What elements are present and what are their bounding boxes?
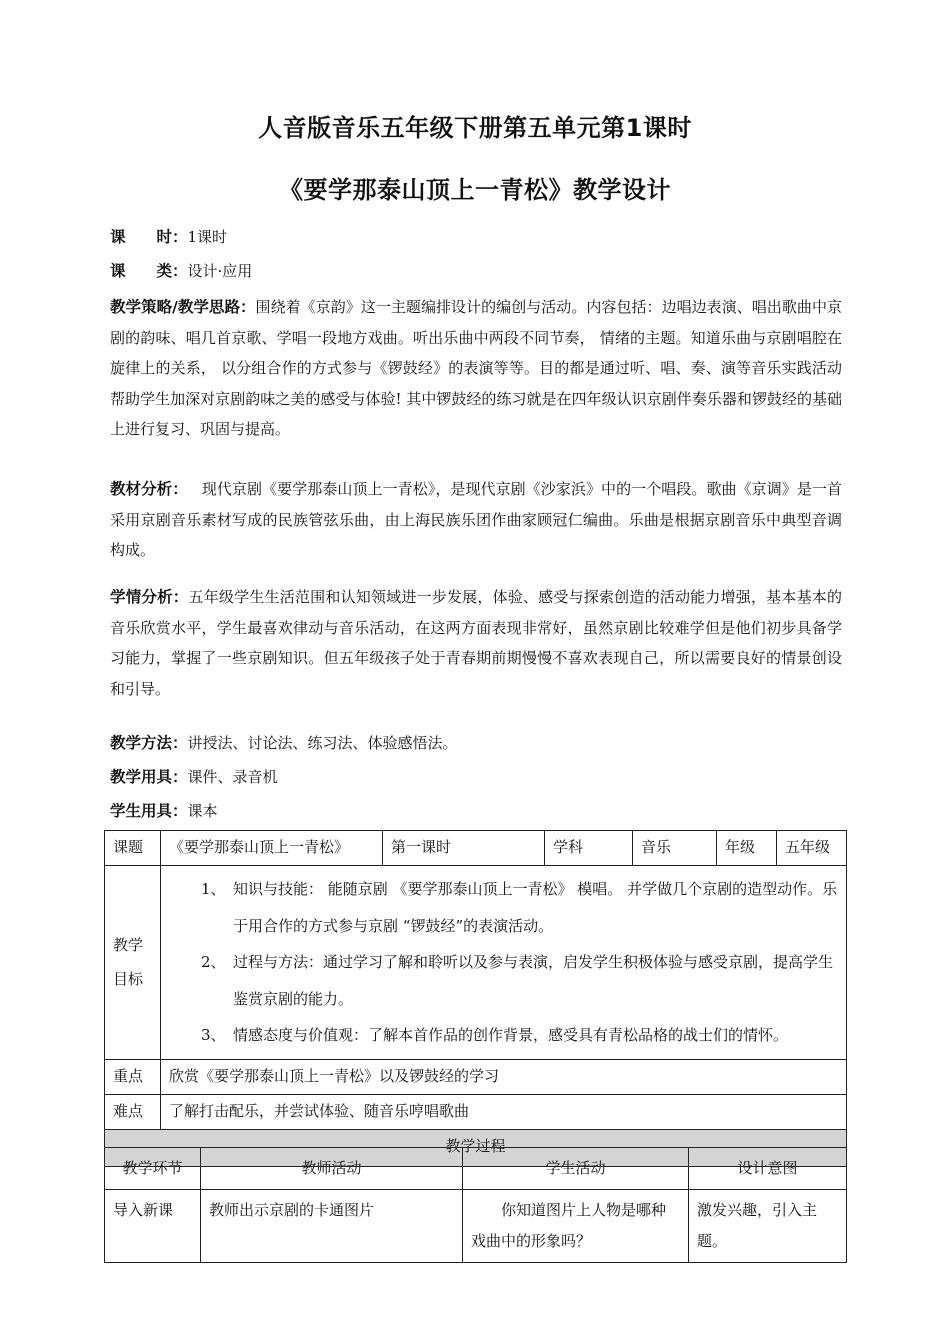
strategy-section bbox=[110, 292, 842, 445]
subject-label: 学科 bbox=[545, 831, 633, 866]
process-header-teacher: 教师活动 bbox=[201, 1148, 463, 1190]
key-value: 欣赏《要学那泰山顶上一青松》以及锣鼓经的学习 bbox=[161, 1059, 847, 1094]
student-tools-section bbox=[110, 796, 842, 827]
student-tools-text: 课本 bbox=[187, 802, 218, 820]
goals-label-text: 教学目标 bbox=[113, 936, 144, 989]
goals-cell bbox=[161, 866, 847, 1060]
process-intent: 激发兴趣，引入主题。 bbox=[689, 1190, 847, 1263]
process-title: 教学过程 bbox=[105, 1129, 847, 1166]
goal-text: 知识与技能： 能随京剧 《要学那泰山顶上一青松》 模唱。 并学做几个京剧的造型动作。乐于用合作的方式参与京剧 “锣鼓经”的表演活动。 bbox=[233, 880, 838, 935]
tools-section bbox=[110, 762, 842, 793]
class-type-value: 设计·应用 bbox=[187, 262, 253, 280]
difficult-value: 了解打击配乐，并尝试体验、随音乐哼唱歌曲 bbox=[161, 1094, 847, 1129]
method-section bbox=[110, 728, 842, 759]
process-header-stage: 教学环节 bbox=[105, 1148, 201, 1190]
table-row bbox=[105, 1190, 847, 1263]
document-title: 人音版音乐五年级下册第五单元第1课时 bbox=[258, 114, 692, 142]
lesson-info-table bbox=[104, 830, 847, 1167]
table-row bbox=[105, 866, 847, 1060]
material-label: 教材分析： bbox=[110, 480, 188, 498]
topic-label: 课题 bbox=[105, 831, 161, 866]
method-text: 讲授法、讨论法、练习法、体验感悟法。 bbox=[187, 734, 458, 752]
difficult-label: 难点 bbox=[105, 1094, 161, 1129]
material-text: 现代京剧《要学那泰山顶上一青松》，是现代京剧《沙家浜》中的一个唱段。歌曲《京调》是一首采用京剧音乐素材写成的民族管弦乐曲，由上海民族乐团作曲家顾冠仁编曲。乐曲是根据京剧音乐中典型音调构成。 bbox=[110, 480, 842, 560]
subject-value: 音乐 bbox=[633, 831, 717, 866]
class-hours-value: 1课时 bbox=[187, 228, 228, 246]
document-subtitle: 《要学那泰山顶上一青松》教学设计 bbox=[279, 176, 671, 204]
meta-class-hours bbox=[110, 222, 842, 253]
process-header-intent: 设计意图 bbox=[689, 1148, 847, 1190]
material-section bbox=[110, 474, 842, 566]
tools-text: 课件、录音机 bbox=[187, 768, 278, 786]
goal-text: 情感态度与价值观：了解本首作品的创作背景，感受具有青松品格的战士们的情怀。 bbox=[233, 1026, 789, 1044]
strategy-text: 围绕着《京韵》这一主题编排设计的编创与活动。内容包括：边唱边表演、唱出歌曲中京剧的韵味、唱几首京歌、学唱一段地方戏曲。听出乐曲中两段不同节奏， 情绪的主题。知道乐曲与京剧唱腔在旋律上的关系， 以分组合作的方式参与《锣鼓经》的表演等等。目的都是通过听、唱、奏、演等音乐实践活动帮助学生加深对京剧韵味之美的感受与体验! 其中锣鼓经的练习就是在四年级认识京剧伴奏乐器和锣鼓经的基础上进行复习、巩固与提高。 bbox=[110, 298, 842, 439]
goals-label bbox=[105, 866, 161, 1060]
goal-number: 2、 bbox=[201, 953, 226, 971]
process-header-student: 学生活动 bbox=[463, 1148, 689, 1190]
goal-item bbox=[201, 944, 838, 1017]
table-row bbox=[105, 831, 847, 866]
goal-number: 1、 bbox=[201, 880, 226, 898]
goal-text: 过程与方法：通过学习了解和聆听以及参与表演，启发学生积极体验与感受京剧，提高学生鉴赏京剧的能力。 bbox=[233, 953, 834, 1008]
table-row bbox=[105, 1059, 847, 1094]
process-table bbox=[104, 1147, 847, 1263]
key-label: 重点 bbox=[105, 1059, 161, 1094]
class-type-label: 课 类： bbox=[110, 262, 188, 280]
table-row bbox=[105, 1148, 847, 1190]
student-tools-label: 学生用具： bbox=[110, 802, 188, 820]
tools-label: 教学用具： bbox=[110, 768, 188, 786]
goal-number: 3、 bbox=[201, 1026, 226, 1044]
student-analysis-section bbox=[110, 582, 842, 704]
grade-value: 五年级 bbox=[777, 831, 847, 866]
process-student: 你知道图片上人物是哪种戏曲中的形象吗？ bbox=[463, 1190, 689, 1263]
student-analysis-label: 学情分析： bbox=[110, 588, 189, 606]
goal-item bbox=[201, 1017, 838, 1054]
lesson-value: 第一课时 bbox=[383, 831, 545, 866]
goal-item bbox=[201, 871, 838, 944]
goals-list bbox=[201, 871, 838, 1054]
process-teacher: 教师出示京剧的卡通图片 bbox=[201, 1190, 463, 1263]
grade-label: 年级 bbox=[717, 831, 777, 866]
topic-value: 《要学那泰山顶上一青松》 bbox=[161, 831, 383, 866]
student-analysis-text: 五年级学生生活范围和认知领域进一步发展，体验、感受与探索创造的活动能力增强，基本基本的音乐欣赏水平，学生最喜欢律动与音乐活动，在这两方面表现非常好，虽然京剧比较难学但是他们初步具备学习能力，掌握了一些京剧知识。但五年级孩子处于青春期前期慢慢不喜欢表现自己，所以需要良好的情景创设和引导。 bbox=[110, 588, 842, 698]
table-row bbox=[105, 1094, 847, 1129]
process-stage: 导入新课 bbox=[105, 1190, 201, 1263]
method-label: 教学方法： bbox=[110, 734, 188, 752]
class-hours-label: 课 时： bbox=[110, 228, 188, 246]
meta-class-type bbox=[110, 256, 842, 287]
strategy-label: 教学策略/教学思路： bbox=[110, 298, 256, 316]
